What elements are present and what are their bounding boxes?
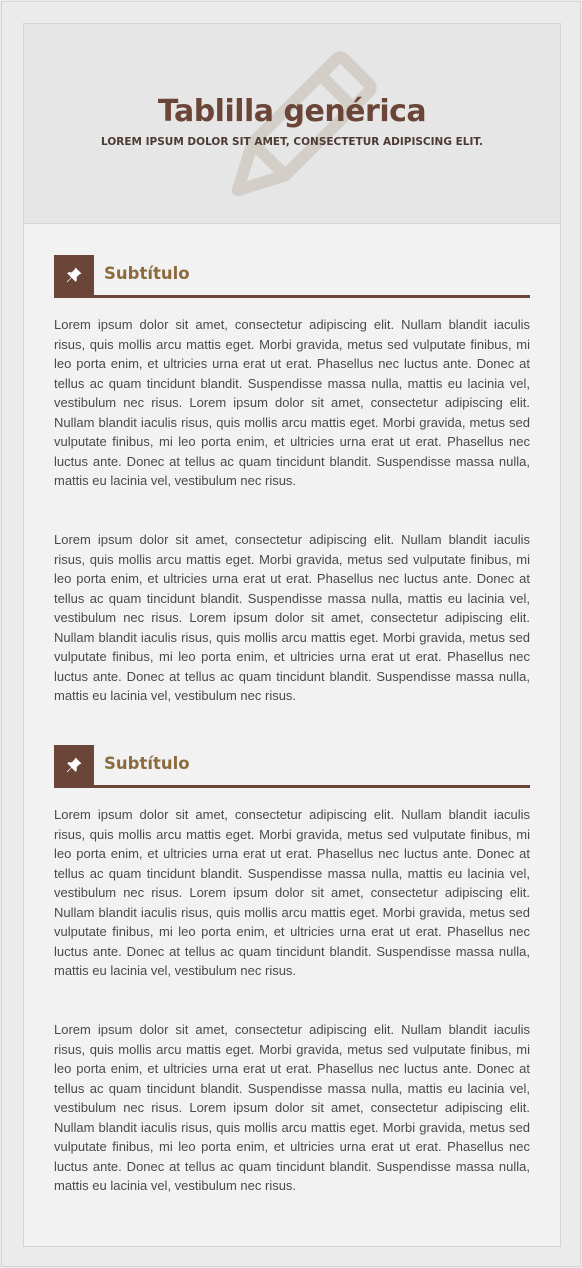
document-header [24, 24, 560, 224]
paragraph: Lorem ipsum dolor sit amet, consectetur adipiscing elit. Nullam blandit iaculis risus, quis mollis arcu mattis eget. Morbi gravida, metus sed vulputate finibus, mi leo porta enim, et ultricies urna erat ut erat. Phasellus nec luctus ante. Donec at tellus ac quam tincidunt blandit. Suspendisse massa nulla, mattis eu lacinia vel, vestibulum nec risus. Lorem ipsum dolor sit amet, consectetur adipiscing elit. Nullam blandit iaculis risus, quis mollis arcu mattis eget. Morbi gravida, metus sed vulputate finibus, mi leo porta enim, et ultricies urna erat ut erat. Phasellus nec luctus ante. Donec at tellus ac quam tincidunt blandit. Suspendisse massa nulla, mattis eu lacinia vel, vestibulum nec risus. [54, 807, 530, 978]
page-title: Tablilla genérica [157, 94, 427, 129]
section-icon-box [54, 255, 94, 295]
section-icon-box [54, 745, 94, 785]
section-heading [54, 745, 530, 788]
pencil-icon [200, 38, 390, 228]
section-title: Subtítulo [104, 754, 190, 773]
paragraph: Lorem ipsum dolor sit amet, consectetur adipiscing elit. Nullam blandit iaculis risus, quis mollis arcu mattis eget. Morbi gravida, metus sed vulputate finibus, mi leo porta enim, et ultricies urna erat ut erat. Phasellus nec luctus ante. Donec at tellus ac quam tincidunt blandit. Suspendisse massa nulla, mattis eu lacinia vel, vestibulum nec risus. Lorem ipsum dolor sit amet, consectetur adipiscing elit. Nullam blandit iaculis risus, quis mollis arcu mattis eget. Morbi gravida, metus sed vulputate finibus, mi leo porta enim, et ultricies urna erat ut erat. Phasellus nec luctus ante. Donec at tellus ac quam tincidunt blandit. Suspendisse massa nulla, mattis eu lacinia vel, vestibulum nec risus. [54, 317, 530, 488]
section-heading [54, 255, 530, 298]
paragraph: Lorem ipsum dolor sit amet, consectetur adipiscing elit. Nullam blandit iaculis risus, quis mollis arcu mattis eget. Morbi gravida, metus sed vulputate finibus, mi leo porta enim, et ultricies urna erat ut erat. Phasellus nec luctus ante. Donec at tellus ac quam tincidunt blandit. Suspendisse massa nulla, mattis eu lacinia vel, vestibulum nec risus. Lorem ipsum dolor sit amet, consectetur adipiscing elit. Nullam blandit iaculis risus, quis mollis arcu mattis eget. Morbi gravida, metus sed vulputate finibus, mi leo porta enim, et ultricies urna erat ut erat. Phasellus nec luctus ante. Donec at tellus ac quam tincidunt blandit. Suspendisse massa nulla, mattis eu lacinia vel, vestibulum nec risus. [54, 1022, 530, 1193]
section-title: Subtítulo [104, 264, 190, 283]
page-subtitle: LOREM IPSUM DOLOR SIT AMET, CONSECTETUR ADIPISCING ELIT. [101, 136, 483, 148]
document-card [23, 23, 561, 1247]
page-frame [1, 1, 581, 1267]
pin-icon [65, 266, 83, 284]
pin-icon [65, 756, 83, 774]
paragraph: Lorem ipsum dolor sit amet, consectetur adipiscing elit. Nullam blandit iaculis risus, quis mollis arcu mattis eget. Morbi gravida, metus sed vulputate finibus, mi leo porta enim, et ultricies urna erat ut erat. Phasellus nec luctus ante. Donec at tellus ac quam tincidunt blandit. Suspendisse massa nulla, mattis eu lacinia vel, vestibulum nec risus. Lorem ipsum dolor sit amet, consectetur adipiscing elit. Nullam blandit iaculis risus, quis mollis arcu mattis eget. Morbi gravida, metus sed vulputate finibus, mi leo porta enim, et ultricies urna erat ut erat. Phasellus nec luctus ante. Donec at tellus ac quam tincidunt blandit. Suspendisse massa nulla, mattis eu lacinia vel, vestibulum nec risus. [54, 532, 530, 703]
